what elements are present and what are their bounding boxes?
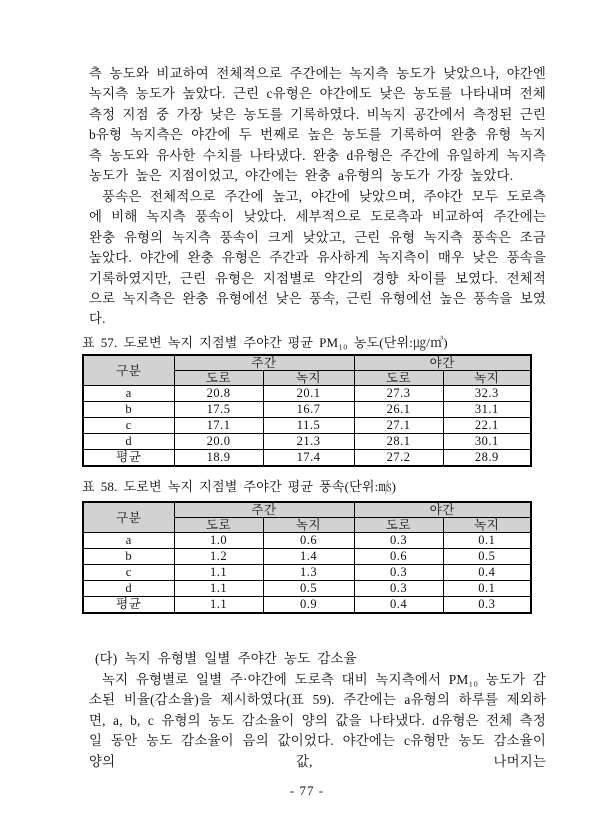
table-cell: 0.3 xyxy=(354,533,443,549)
paragraph-windspeed: 풍속은 전체적으로 주간에 높고, 야간에 낮았으며, 주야간 모두 도로측에 비해 녹지측 풍속이 낮았다. 세부적으로 도로측과 비교하여 주간에는 완충 유형의 녹지측 풍속이 크게 낮았고, 근린 유형 녹지측 풍속은 조금 높았다. 야간에 완충 유형은 주간과 유사하게 녹지측이 매우 낮은 풍속을 기록하였지만, 근린 유형은 지점별로 약간의 경향 차이를 보였다. 전체적으로 녹지측은 완충 유형에선 낮은 풍속, 근린 유형에선 높은 풍속을 보였다. xyxy=(89,189,546,327)
table-cell: 16.7 xyxy=(263,402,354,418)
table-cell: 0.4 xyxy=(354,597,443,614)
table-cell: 32.3 xyxy=(443,386,531,402)
table-row xyxy=(83,533,531,549)
table-cell: 20.0 xyxy=(174,434,263,450)
table57-header-daytime: 주간 xyxy=(174,355,354,371)
table58-subheader-road-night: 도로 xyxy=(354,518,443,533)
table58-caption: 표 58. 도로변 녹지 지점별 주야간 평균 풍속(단위:㎧) xyxy=(82,479,397,494)
row-label: c xyxy=(83,565,174,581)
table-cell: 27.3 xyxy=(354,386,443,402)
table-cell: 28.1 xyxy=(354,434,443,450)
table-cell: 0.9 xyxy=(263,597,354,614)
table-row xyxy=(83,565,531,581)
table-cell: 0.5 xyxy=(443,549,531,565)
table-row xyxy=(83,549,531,565)
table-row xyxy=(83,418,531,434)
table-cell: 0.6 xyxy=(263,533,354,549)
row-label: c xyxy=(83,418,174,434)
row-label: 평균 xyxy=(83,597,174,614)
paragraph-concentration: 측 농도와 비교하여 전체적으로 주간에는 녹지측 농도가 낮았으나, 야간엔 녹지측 농도가 높았다. 근린 c유형은 야간에도 낮은 농도를 나타내며 전체 측정 지점 중 가장 낮은 농도를 기록하였다. 비녹지 공간에서 측정된 근린 b유형 녹지측은 야간에 두 번째로 높은 농도를 기록하여 완충 유형 녹지측 농도와 유사한 수치를 나타냈다. 완충 d유형은 주간에 유일하게 녹지측 농도가 높은 지점이었고, 야간에는 완충 a유형의 농도가 가장 높았다. xyxy=(89,66,546,184)
table58-subheader-green-day: 녹지 xyxy=(263,518,354,533)
table-cell: 28.9 xyxy=(443,450,531,467)
table-row xyxy=(83,402,531,418)
table-row xyxy=(83,386,531,402)
table-cell: 22.1 xyxy=(443,418,531,434)
table-cell: 1.1 xyxy=(174,597,263,614)
table-cell: 0.3 xyxy=(354,581,443,597)
table58-subheader-road-day: 도로 xyxy=(174,518,263,533)
table-cell: 20.1 xyxy=(263,386,354,402)
table-row-average xyxy=(83,597,531,614)
table58-header-category: 구분 xyxy=(83,502,174,533)
table57-subheader-green-night: 녹지 xyxy=(443,371,531,386)
table57-subheader-road-day: 도로 xyxy=(174,371,263,386)
table-header-row xyxy=(83,502,531,518)
table-cell: 1.1 xyxy=(174,565,263,581)
table-cell: 0.5 xyxy=(263,581,354,597)
table-cell: 17.1 xyxy=(174,418,263,434)
subsection-heading-da: (다) 녹지 유형별 일별 주야간 농도 감소율 xyxy=(95,651,357,666)
row-label: a xyxy=(83,386,174,402)
table-cell: 27.2 xyxy=(354,450,443,467)
table58-header-daytime: 주간 xyxy=(174,502,354,518)
table-cell: 21.3 xyxy=(263,434,354,450)
table-row xyxy=(83,434,531,450)
table58-header-nighttime: 야간 xyxy=(354,502,531,518)
row-label: 평균 xyxy=(83,450,174,467)
table-cell: 1.0 xyxy=(174,533,263,549)
table-cell: 0.1 xyxy=(443,533,531,549)
table-cell: 1.1 xyxy=(174,581,263,597)
table57-subheader-road-night: 도로 xyxy=(354,371,443,386)
table-cell: 0.6 xyxy=(354,549,443,565)
row-label: b xyxy=(83,549,174,565)
table-cell: 17.4 xyxy=(263,450,354,467)
table-cell: 0.3 xyxy=(443,597,531,614)
table-cell: 0.1 xyxy=(443,581,531,597)
paragraph-reduction-rate: 녹지 유형별로 일별 주·야간에 도로측 대비 녹지측에서 PM₁₀ 농도가 감소된 비율(감소율)을 제시하였다(표 59). 주간에는 a유형의 하루를 제외하면, a, b, c 유형의 농도 감소율이 양의 값을 나타냈다. d유형은 전체 측정일 동안 농도 감소율이 음의 값이었다. 야간에는 c유형만 농도 감소율이 양의 값, 나머지는 xyxy=(89,672,546,769)
row-label: d xyxy=(83,434,174,450)
table-cell: 31.1 xyxy=(443,402,531,418)
table-row-average xyxy=(83,450,531,467)
table57-pm10-concentration xyxy=(82,354,532,467)
table57-header-nighttime: 야간 xyxy=(354,355,531,371)
table-cell: 18.9 xyxy=(174,450,263,467)
table-cell: 0.4 xyxy=(443,565,531,581)
table-header-row xyxy=(83,355,531,371)
table-cell: 27.1 xyxy=(354,418,443,434)
row-label: b xyxy=(83,402,174,418)
table-cell: 1.3 xyxy=(263,565,354,581)
table57-caption: 표 57. 도로변 녹지 지점별 주야간 평균 PM₁₀ 농도(단위:㎍/㎥) xyxy=(82,335,448,350)
page-number: - 77 - xyxy=(289,783,325,798)
table58-subheader-green-night: 녹지 xyxy=(443,518,531,533)
table57-subheader-green-day: 녹지 xyxy=(263,371,354,386)
row-label: d xyxy=(83,581,174,597)
table-cell: 30.1 xyxy=(443,434,531,450)
table57-header-category: 구분 xyxy=(83,355,174,386)
row-label: a xyxy=(83,533,174,549)
table-cell: 1.4 xyxy=(263,549,354,565)
table-cell: 0.3 xyxy=(354,565,443,581)
table-cell: 20.8 xyxy=(174,386,263,402)
table-cell: 26.1 xyxy=(354,402,443,418)
table-cell: 1.2 xyxy=(174,549,263,565)
table58-wind-speed xyxy=(82,501,532,614)
table-cell: 11.5 xyxy=(263,418,354,434)
table-cell: 17.5 xyxy=(174,402,263,418)
table-row xyxy=(83,581,531,597)
